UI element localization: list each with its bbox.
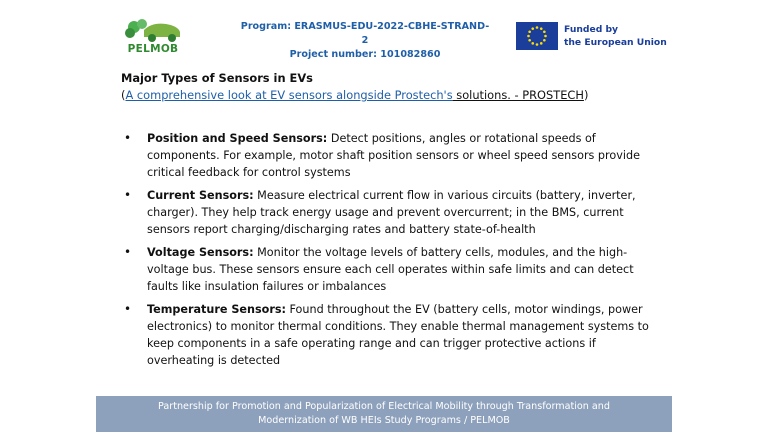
footer-line-2: Modernization of WB HEIs Study Programs / PELMOB bbox=[258, 415, 510, 426]
bullet-text: Monitor the voltage levels of battery cells, modules, and the high-voltage bus. These sensors ensure each cell operates within safe limits and can detect faults like insulation failures or imbalances bbox=[147, 246, 634, 293]
bullet-text: Found throughout the EV (battery cells, motor windings, power electronics) to monitor thermal conditions. They enable thermal management systems to keep components in a safe operating range and can trigger protective actions if overheating is detected bbox=[147, 303, 649, 367]
eu-star-icon bbox=[531, 27, 534, 30]
eu-star-icon bbox=[527, 35, 530, 38]
bullet-temperature bbox=[120, 301, 665, 369]
program-info bbox=[240, 20, 490, 62]
bullet-heading: Temperature Sensors: bbox=[147, 303, 286, 316]
bullet-position-speed bbox=[120, 130, 665, 181]
source-link[interactable]: A comprehensive look at EV sensors alongside Prostech's bbox=[125, 88, 453, 102]
eu-line-1: Funded by bbox=[564, 24, 619, 35]
sensor-list bbox=[120, 130, 665, 375]
bullet-icon: • bbox=[124, 245, 132, 259]
bullet-current bbox=[120, 187, 665, 238]
bullet-heading: Voltage Sensors: bbox=[147, 246, 254, 259]
eu-star-icon bbox=[540, 42, 543, 45]
eu-star-icon bbox=[544, 35, 547, 38]
pelmob-logo bbox=[122, 18, 184, 58]
eu-star-icon bbox=[536, 43, 539, 46]
eu-star-icon bbox=[543, 39, 546, 42]
source-link-continued[interactable]: solutions. - PROSTECH bbox=[452, 88, 584, 102]
program-line: Program: ERASMUS-EDU-2022-CBHE-STRAND-2 bbox=[240, 21, 490, 46]
footer-banner bbox=[96, 396, 672, 432]
bullet-icon: • bbox=[124, 188, 132, 202]
bullet-heading: Current Sensors: bbox=[147, 189, 254, 202]
eu-funding-text bbox=[564, 24, 674, 49]
pelmob-car-icon bbox=[122, 18, 184, 44]
source-open-paren: ( bbox=[121, 88, 126, 102]
eu-star-icon bbox=[528, 30, 531, 33]
bullet-voltage bbox=[120, 244, 665, 295]
bullet-text: Measure electrical current flow in various circuits (battery, inverter, charger). They help track energy usage and prevent overcurrent; in the BMS, current sensors report charging/discharging rates and battery state-of-health bbox=[147, 189, 636, 236]
eu-star-icon bbox=[531, 42, 534, 45]
source-reference bbox=[121, 87, 588, 103]
logo-text: PELMOB bbox=[127, 43, 179, 55]
slide-title: Major Types of Sensors in EVs bbox=[121, 71, 313, 85]
eu-star-icon bbox=[528, 39, 531, 42]
project-number: Project number: 101082860 bbox=[289, 49, 441, 60]
eu-line-2: the European Union bbox=[564, 36, 667, 48]
bullet-icon: • bbox=[124, 302, 132, 316]
eu-flag-icon bbox=[516, 22, 558, 50]
source-close-paren: ) bbox=[583, 88, 589, 102]
bullet-heading: Position and Speed Sensors: bbox=[147, 132, 328, 145]
bullet-text: Detect positions, angles or rotational speeds of components. For example, motor shaft position sensors or wheel speed sensors provide critical feedback for control systems bbox=[147, 132, 640, 179]
eu-star-icon bbox=[540, 27, 543, 30]
bullet-icon: • bbox=[124, 131, 132, 145]
eu-star-icon bbox=[543, 30, 546, 33]
footer-line-1: Partnership for Promotion and Popularization of Electrical Mobility through Transformation and bbox=[158, 401, 610, 412]
eu-star-icon bbox=[536, 26, 539, 29]
